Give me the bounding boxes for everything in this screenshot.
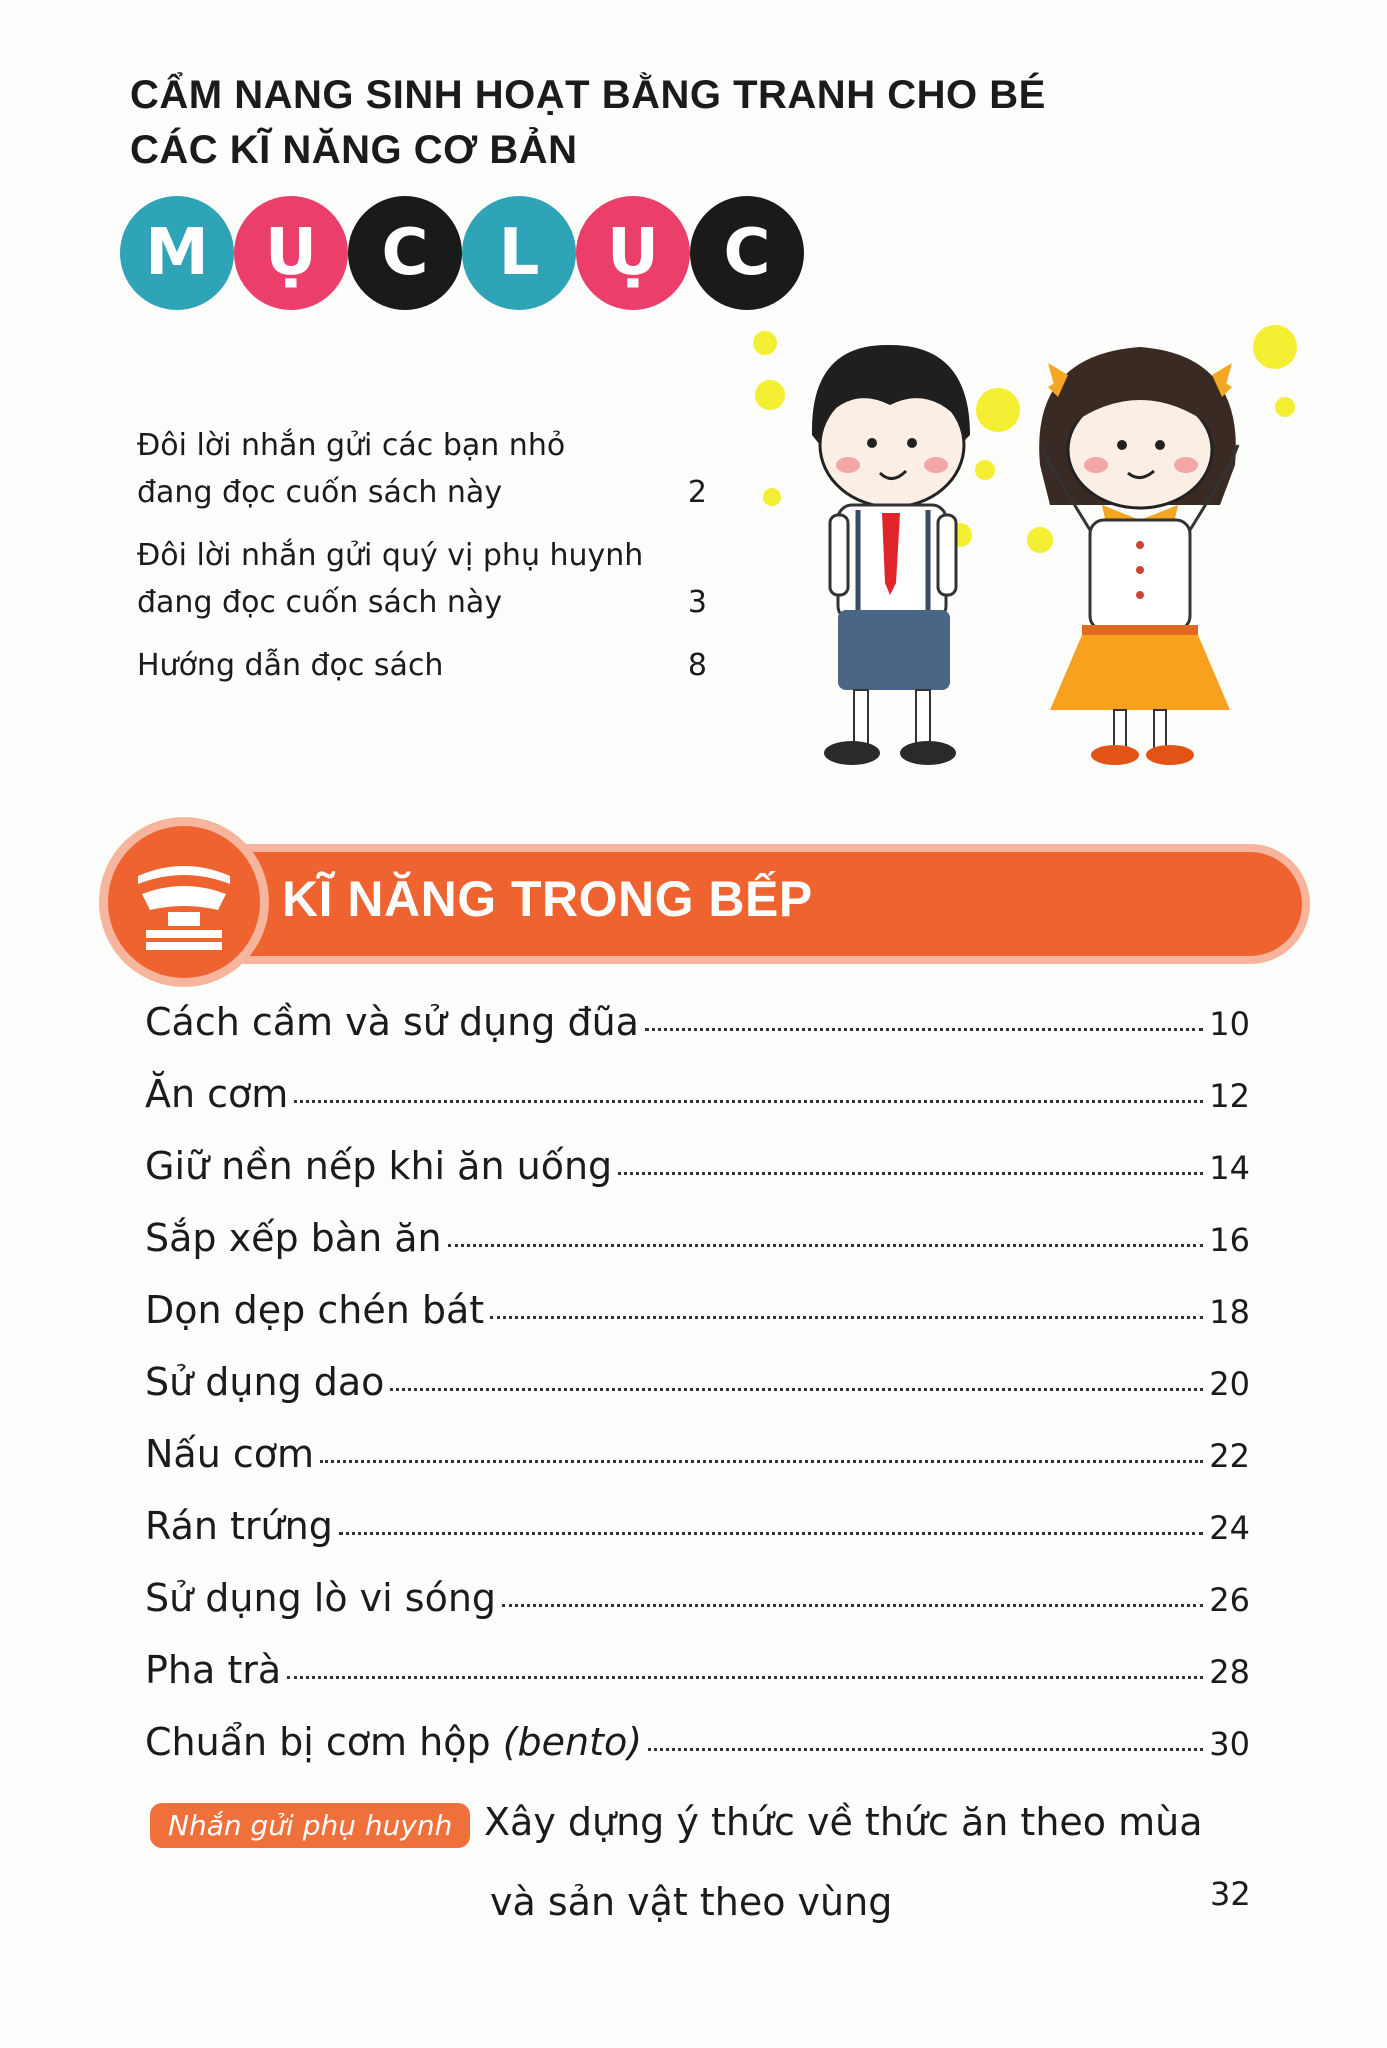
heading-letter-circle: L — [462, 196, 576, 310]
toc-entry[interactable] — [145, 1720, 1250, 1792]
toc-entry-label: Sử dụng lò vi sóng — [145, 1576, 497, 1620]
parent-note-line[interactable]: Xây dựng ý thức về thức ăn theo mùa — [484, 1800, 1203, 1844]
toc-entry[interactable] — [145, 1504, 1250, 1576]
page-number: 30 — [1209, 1725, 1250, 1763]
toc-entry-label: Ăn cơm — [145, 1072, 289, 1116]
parent-note-line[interactable]: và sản vật theo vùng — [490, 1880, 893, 1924]
toc-entry[interactable] — [145, 1360, 1250, 1432]
toc-entry[interactable] — [145, 1216, 1250, 1288]
intro-entry[interactable] — [137, 422, 707, 516]
heading-letter-circle: M — [120, 196, 234, 310]
dot-leader — [339, 1532, 1203, 1535]
heading-letter-circle: Ụ — [576, 196, 690, 310]
toc-entry-label: Pha trà — [145, 1648, 282, 1692]
toc-entry-label: Dọn dẹp chén bát — [145, 1288, 485, 1332]
toc-entry-label-italic: (bento) — [502, 1720, 643, 1764]
dot-leader — [390, 1388, 1203, 1391]
intro-entry-line: đang đọc cuốn sách này — [137, 585, 503, 620]
dot-leader — [645, 1028, 1203, 1031]
children-illustration — [730, 315, 1330, 785]
toc-entry[interactable] — [145, 1288, 1250, 1360]
bowl-icon — [108, 826, 260, 978]
page-number: 10 — [1209, 1005, 1250, 1043]
page-number: 14 — [1209, 1149, 1250, 1187]
page-number: 32 — [1210, 1875, 1251, 1913]
page-number: 18 — [1209, 1293, 1250, 1331]
toc-entry-label: Rán trứng — [145, 1504, 333, 1548]
intro-entry-line: đang đọc cuốn sách này — [137, 475, 503, 510]
page-number: 20 — [1209, 1365, 1250, 1403]
toc-entry[interactable] — [145, 1432, 1250, 1504]
toc-entry[interactable] — [145, 1144, 1250, 1216]
dot-leader — [618, 1172, 1203, 1175]
page-number: 12 — [1209, 1077, 1250, 1115]
page-number: 24 — [1209, 1509, 1250, 1547]
heading-letter-circle: C — [690, 196, 804, 310]
book-series-title: CẨM NANG SINH HOẠT BẰNG TRANH CHO BÉ — [130, 73, 1046, 117]
intro-entry-line: Hướng dẫn đọc sách — [137, 648, 444, 683]
toc-entry-label: Chuẩn bị cơm hộp (bento) — [145, 1720, 643, 1764]
toc-entry-label: Cách cầm và sử dụng đũa — [145, 1000, 639, 1044]
table-of-contents-heading — [120, 196, 804, 310]
dot-leader — [320, 1460, 1203, 1463]
toc-entry-label: Sắp xếp bàn ăn — [145, 1216, 442, 1260]
dot-leader — [648, 1748, 1203, 1751]
toc-entry[interactable] — [145, 1648, 1250, 1720]
toc-entry[interactable] — [145, 1000, 1250, 1072]
page-number: 2 — [687, 475, 707, 510]
toc-entry-label: Sử dụng dao — [145, 1360, 385, 1404]
dot-leader — [502, 1604, 1203, 1607]
page-number: 22 — [1209, 1437, 1250, 1475]
heading-letter-circle: Ụ — [234, 196, 348, 310]
page-number: 16 — [1209, 1221, 1250, 1259]
toc-entry-label: Nấu cơm — [145, 1432, 315, 1476]
page-number: 8 — [687, 648, 707, 683]
page-number: 26 — [1209, 1581, 1250, 1619]
intro-entry-line: Đôi lời nhắn gửi các bạn nhỏ — [137, 428, 566, 463]
intro-entry[interactable] — [137, 532, 707, 626]
section-title: KĨ NĂNG TRONG BẾP — [282, 871, 813, 927]
dot-leader — [448, 1244, 1204, 1247]
parent-note-badge: Nhắn gửi phụ huynh — [150, 1803, 470, 1848]
intro-entry-line: Đôi lời nhắn gửi quý vị phụ huynh — [137, 538, 644, 573]
toc-entry[interactable] — [145, 1072, 1250, 1144]
page-number: 3 — [687, 585, 707, 620]
dot-leader — [294, 1100, 1203, 1103]
toc-entry[interactable] — [145, 1576, 1250, 1648]
dot-leader — [490, 1316, 1203, 1319]
dot-leader — [287, 1676, 1203, 1679]
heading-letter-circle: C — [348, 196, 462, 310]
page-number: 28 — [1209, 1653, 1250, 1691]
intro-entry[interactable] — [137, 642, 707, 689]
toc-entry-label: Giữ nền nếp khi ăn uống — [145, 1144, 613, 1188]
book-subtitle: CÁC KĨ NĂNG CƠ BẢN — [130, 128, 578, 172]
toc-list — [145, 1000, 1250, 1792]
